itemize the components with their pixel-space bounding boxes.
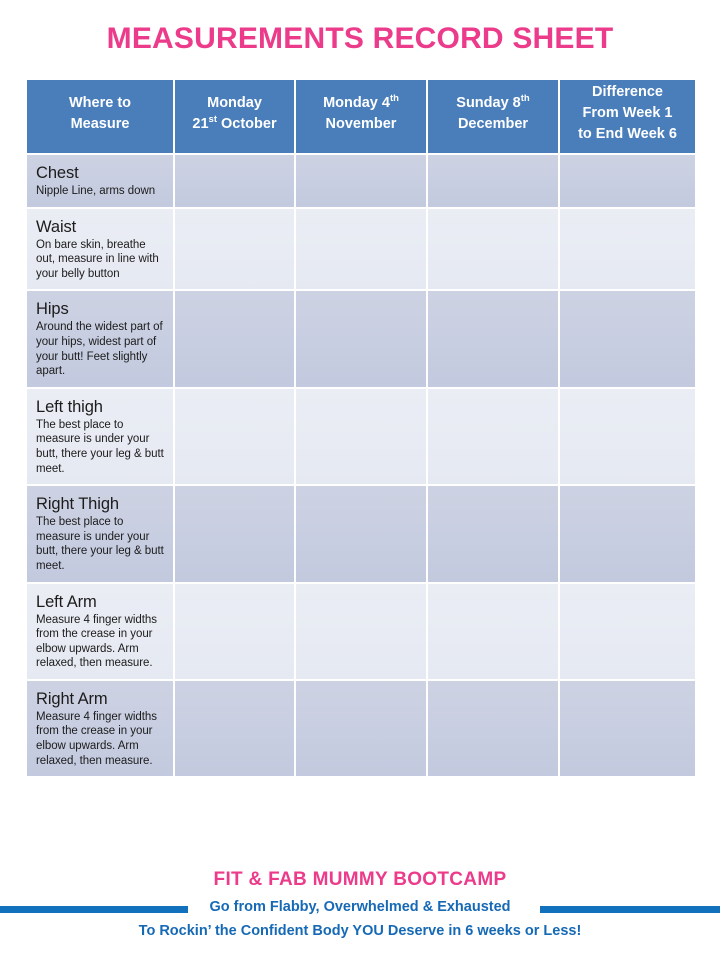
ordinal-suffix: th: [520, 92, 530, 104]
table-row: [27, 681, 695, 776]
column-header-line-1: Where to: [68, 94, 132, 111]
measurement-label-cell: [27, 681, 173, 776]
page-title: MEASUREMENTS RECORD SHEET: [106, 22, 614, 55]
measurement-label-cell: [27, 486, 173, 581]
tagline-line-2: To Rockin’ the Confident Body YOU Deserve in 6 weeks or Less!: [138, 923, 582, 939]
column-header-day-number: Monday 4: [323, 94, 390, 111]
table-header: [27, 80, 695, 153]
entry-cell-week-6[interactable]: [428, 681, 558, 776]
entry-cell-week-3[interactable]: [296, 389, 426, 484]
measurement-label-cell: [27, 389, 173, 484]
entry-cell-difference[interactable]: [560, 291, 695, 386]
entry-cell-difference[interactable]: [560, 389, 695, 484]
column-header-day-number: 21: [192, 115, 209, 132]
column-header-line-2: Measure: [70, 115, 130, 132]
tagline-row: [0, 895, 720, 919]
column-header-month: December: [457, 115, 529, 132]
entry-cell-week-1[interactable]: [175, 584, 294, 679]
column-header-line-1: Monday: [207, 94, 262, 111]
entry-cell-week-1[interactable]: [175, 389, 294, 484]
table-row: [27, 209, 695, 290]
measurement-label-cell: [27, 584, 173, 679]
entry-cell-week-1[interactable]: [175, 486, 294, 581]
column-header-week-3: [296, 80, 426, 153]
measurement-name: Chest: [36, 164, 79, 182]
measurement-name: Left thigh: [36, 397, 103, 416]
measurement-name: Right Arm: [36, 689, 108, 708]
column-header-line-1: Difference: [592, 84, 663, 100]
entry-cell-week-6[interactable]: [428, 584, 558, 679]
footer: [0, 868, 720, 942]
measurement-description: Nipple Line, arms down: [36, 185, 156, 197]
measurement-description: The best place to measure is under your butt, there your leg & butt meet.: [36, 418, 164, 475]
entry-cell-difference[interactable]: [560, 209, 695, 290]
column-header-where-to-measure: [27, 80, 173, 153]
entry-cell-week-3[interactable]: [296, 291, 426, 386]
divider-bar-right: [540, 906, 720, 913]
brand-name: FIT & FAB MUMMY BOOTCAMP: [213, 869, 507, 890]
measurement-description: Around the widest part of your hips, widest part of your butt! Feet slightly apart.: [36, 321, 163, 378]
measurements-table: [25, 78, 697, 778]
entry-cell-week-6[interactable]: [428, 155, 558, 207]
ordinal-suffix: th: [389, 92, 399, 104]
column-header-month: October: [216, 115, 277, 132]
table-body: [27, 155, 695, 776]
ordinal-suffix: st: [208, 113, 217, 125]
column-header-line-2: From Week 1: [582, 105, 673, 121]
column-header-week-6: [428, 80, 558, 153]
divider-bar-left: [0, 906, 188, 913]
column-header-week-1: [175, 80, 294, 153]
table-row: [27, 155, 695, 207]
measurement-label-cell: [27, 291, 173, 386]
measurement-name: Left Arm: [36, 592, 97, 611]
table-row: [27, 389, 695, 484]
measurement-description: Measure 4 finger widths from the crease in your elbow upwards. Arm relaxed, then measure.: [36, 710, 157, 767]
entry-cell-difference[interactable]: [560, 584, 695, 679]
table-row: [27, 486, 695, 581]
entry-cell-week-1[interactable]: [175, 681, 294, 776]
measurement-name: Hips: [36, 300, 69, 319]
entry-cell-difference[interactable]: [560, 486, 695, 581]
entry-cell-week-3[interactable]: [296, 209, 426, 290]
entry-cell-week-1[interactable]: [175, 209, 294, 290]
entry-cell-week-1[interactable]: [175, 155, 294, 207]
measurements-table-container: [27, 80, 685, 776]
column-header-day-number: Sunday 8: [456, 94, 521, 111]
entry-cell-week-6[interactable]: [428, 389, 558, 484]
tagline-line-1: Go from Flabby, Overwhelmed & Exhausted: [209, 899, 511, 915]
entry-cell-difference[interactable]: [560, 155, 695, 207]
entry-cell-week-6[interactable]: [428, 291, 558, 386]
entry-cell-week-3[interactable]: [296, 155, 426, 207]
entry-cell-week-3[interactable]: [296, 584, 426, 679]
entry-cell-week-1[interactable]: [175, 291, 294, 386]
table-header-row: [27, 80, 695, 153]
measurement-description: Measure 4 finger widths from the crease in your elbow upwards. Arm relaxed, then measure.: [36, 613, 157, 670]
measurement-name: Waist: [36, 217, 77, 236]
column-header-month: November: [325, 115, 397, 132]
entry-cell-week-3[interactable]: [296, 486, 426, 581]
measurement-description: On bare skin, breathe out, measure in line with your belly button: [36, 238, 159, 280]
entry-cell-week-6[interactable]: [428, 486, 558, 581]
column-header-line-3: to End Week 6: [578, 126, 677, 142]
measurement-name: Right Thigh: [36, 495, 119, 514]
entry-cell-week-3[interactable]: [296, 681, 426, 776]
column-header-difference: [560, 80, 695, 153]
measurement-label-cell: [27, 155, 173, 207]
measurement-label-cell: [27, 209, 173, 290]
table-row: [27, 584, 695, 679]
entry-cell-difference[interactable]: [560, 681, 695, 776]
measurement-description: The best place to measure is under your butt, there your leg & butt meet.: [36, 516, 164, 572]
entry-cell-week-6[interactable]: [428, 209, 558, 290]
table-row: [27, 291, 695, 386]
